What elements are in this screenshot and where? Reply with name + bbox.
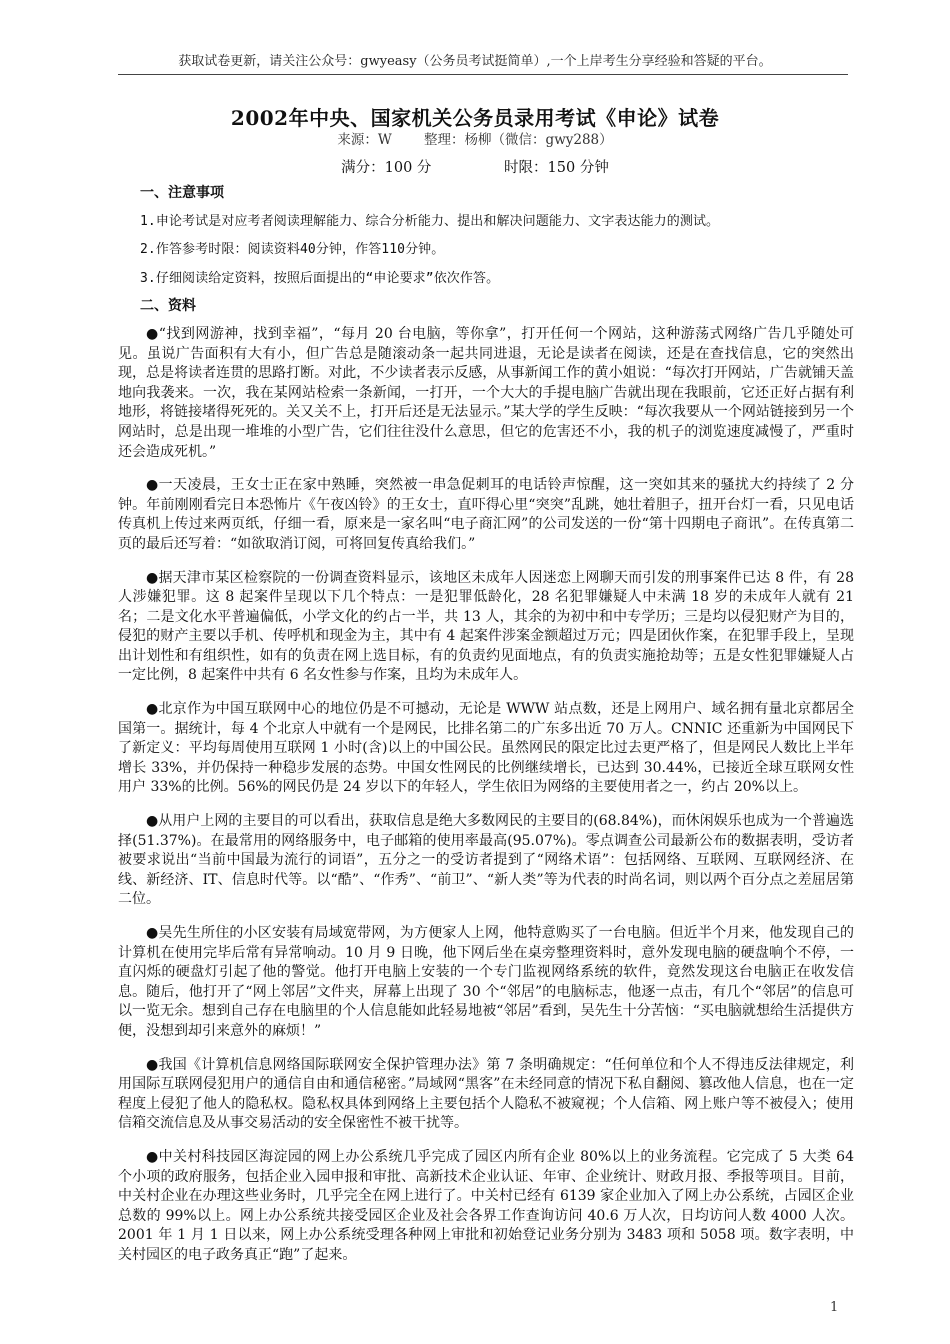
material-paragraph: ●吴先生所住的小区安装有局域宽带网，为方便家人上网，他特意购买了一台电脑。但近半个月来，他发现自己的计算机在使用完毕后常有异常响动。10 月 9 日晚，他下网后坐在桌旁整理资料时，意外发现电脑的硬盘响个不停，一直闪烁的硬盘灯引起了他的警觉。他打开电脑上安装的一个专门监视网络系统的软件，竟然发现这台电脑正在收发信息。随后，他打开了“网上邻居”文件夹，屏幕上出现了 30 个“邻居”的电脑标志，他逐一点击，有几个“邻居”的信息可以一览无余。想到自己存在电脑里的个人信息能如此轻易地被“邻居”看到，吴先生十分苦恼：“买电脑就想给生活提供方便，没想到却引来意外的麻烦！” bbox=[118, 925, 854, 1039]
material-paragraph: ●“找到网游神，找到幸福”，“每月 20 台电脑，等你拿”，打开任何一个网站，这种游荡式网络广告几乎随处可见。虽说广告面积有大有小，但广告总是随滚动条一起共同进退，无论是读者在阅读，还是在查找信息，它的突然出现，总是将读者连贯的思路打断。对此，不少读者表示反感，从事新闻工作的黄小姐说：“每次打开网站，广告就铺天盖地向我袭来。一次，我在某网站检索一条新闻，一打开，一个大大的手提电脑广告就出现在我眼前，它还正好占据有利地形，将链接堵得死死的。关又关不上，打开后还是无法显示。”某大学的学生反映：“每次我要从一个网站链接到另一个网站时，总是出现一堆堆的小型广告，它们往往没什么意思，但它的危害还不小，我的机子的浏览速度减慢了，严重时还会造成死机。” bbox=[118, 325, 854, 460]
source-label: 来源：W bbox=[337, 132, 392, 148]
material-paragraph: ●北京作为中国互联网中心的地位仍是不可撼动，无论是 WWW 站点数，还是上网用户、域名拥有量北京都居全国第一。据统计，每 4 个北京人中就有一个是网民，比排名第二的广东多出近 70 万人。CNNIC 还重新为中国网民下了新定义：平均每周使用互联网 1 小时(含)以上的中国公民。虽然网民的限定比过去更严格了，但是网民人数比上半年增长 33%，并仍保持一种稳步发展的态势。中国女性网民的比例继续增长，已达到 30.44%，已接近全球互联网女性用户 33%的比例。56%的网民仍是 24 岁以下的年轻人，学生依旧为网络的主要使用者之一，约占 20%以上。 bbox=[118, 701, 854, 796]
header-divider bbox=[118, 74, 848, 75]
page-number: 1 bbox=[830, 1300, 839, 1315]
section-heading-materials: 二、资料 bbox=[140, 298, 196, 315]
document-body bbox=[118, 184, 854, 1280]
note-item: 3.仔细阅读给定资料，按照后面提出的“申论要求”依次作答。 bbox=[140, 270, 500, 286]
section-heading-notes: 一、注意事项 bbox=[140, 185, 224, 201]
document-meta bbox=[0, 128, 950, 148]
material-paragraph: ●据天津市某区检察院的一份调查资料显示，该地区未成年人因迷恋上网聊天而引发的刑事案件已达 8 件，有 28 人涉嫌犯罪。这 8 起案件呈现以下几个特点：一是犯罪低龄化，28 名犯罪嫌疑人中未满 18 岁的未成年人就有 21 名；二是文化水平普遍偏低，小学文化的约占一半，共 13 人，其余的为初中和中专学历；三是均以侵犯财产为目的，侵犯的财产主要以手机、传呼机和现金为主，其中有 4 起案件涉案金额超过万元；四是团伙作案，在犯罪手段上，呈现出计划性和有组织性，如有的负责在网上选目标，有的负责约见面地点，有的负责实施抢劫等；五是女性犯罪嫌疑人占一定比例，8 起案件中共有 6 名女性参与作案，且均为未成年人。 bbox=[118, 569, 854, 684]
material-paragraph: ●从用户上网的主要目的可以看出，获取信息是绝大多数网民的主要目的(68.84%)，而休闲娱乐也成为一个普遍选择(51.37%)。在最常用的网络服务中，电子邮箱的使用率最高(95.07%)。零点调查公司最新公布的数据表明，受访者被要求说出“当前中国最为流行的词语”，五分之一的受访者提到了“网络术语”：包括网络、互联网、互联网经济、在线、新经济、IT、信息时代等。以“酷”、“作秀”、“前卫”、“新人类”等为代表的时尚名词，则以两个百分点之差屈居第二位。 bbox=[118, 813, 854, 908]
page-header-notice: 获取试卷更新，请关注公众号：gwyeasy（公务员考试挺简单）,一个上岸考生分享经验和答疑的平台。 bbox=[178, 54, 772, 69]
note-item: 1.申论考试是对应考者阅读理解能力、综合分析能力、提出和解决问题能力、文字表达能力的测试。 bbox=[140, 213, 720, 229]
material-paragraph: ●中关村科技园区海淀园的网上办公系统几乎完成了园区内所有企业 80%以上的业务流程。它完成了 5 大类 64 个小项的政府服务，包括企业入园申报和审批、高新技术企业认证、年审、企业统计、财政月报、季报等项目。目前，中关村企业在办理这些业务时，几乎完全在网上进行了。中关村已经有 6139 家企业加入了网上办公系统，占园区企业总数的 99%以上。网上办公系统共接受园区企业及社会各界工作查询访问 40.6 万人次，日均访问人数 4000 人次。2001 年 1 月 1 日以来，网上办公系统受理各种网上审批和初始登记业务分别为 3483 项和 5058 项。数字表明，中关村园区的电子政务真正“跑”了起来。 bbox=[118, 1148, 854, 1263]
editor-label: 整理：杨柳（微信：gwy288） bbox=[424, 132, 613, 148]
full-score: 满分：100 分 bbox=[341, 160, 432, 176]
material-paragraph: ●我国《计算机信息网络国际联网安全保护管理办法》第 7 条明确规定：“任何单位和个人不得违反法律规定，利用国际互联网侵犯用户的通信自由和通信秘密。”局域网“黑客”在未经同意的情况下私自翻阅、篡改他人信息，也在一定程度上侵犯了他人的隐私权。隐私权具体到网络上主要包括个人隐私不被窥视；个人信箱、网上账户等不被侵入；使用信箱交流信息及从事交易活动的安全保密性不被干扰等。 bbox=[118, 1056, 854, 1132]
document-title: 2002年中央、国家机关公务员录用考试《申论》试卷 bbox=[230, 106, 720, 130]
time-limit: 时限：150 分钟 bbox=[504, 160, 609, 176]
material-paragraph: ●一天凌晨，王女士正在家中熟睡，突然被一串急促刺耳的电话铃声惊醒，这一突如其来的骚扰大约持续了 2 分钟。年前刚刚看完日本恐怖片《午夜凶铃》的王女士，直吓得心里“突突”乱跳，她壮着胆子，扭开台灯一看，只见电话传真机上传过来两页纸，仔细一看，原来是一家名叫“电子商汇网”的公司发送的一份“第十四期电子商讯”。在传真第二页的最后还写着：“如欲取消订阅，可将回复传真给我们。” bbox=[118, 477, 854, 552]
exam-info bbox=[0, 156, 950, 177]
note-item: 2.作答参考时限：阅读资料40分钟，作答110分钟。 bbox=[140, 242, 445, 258]
